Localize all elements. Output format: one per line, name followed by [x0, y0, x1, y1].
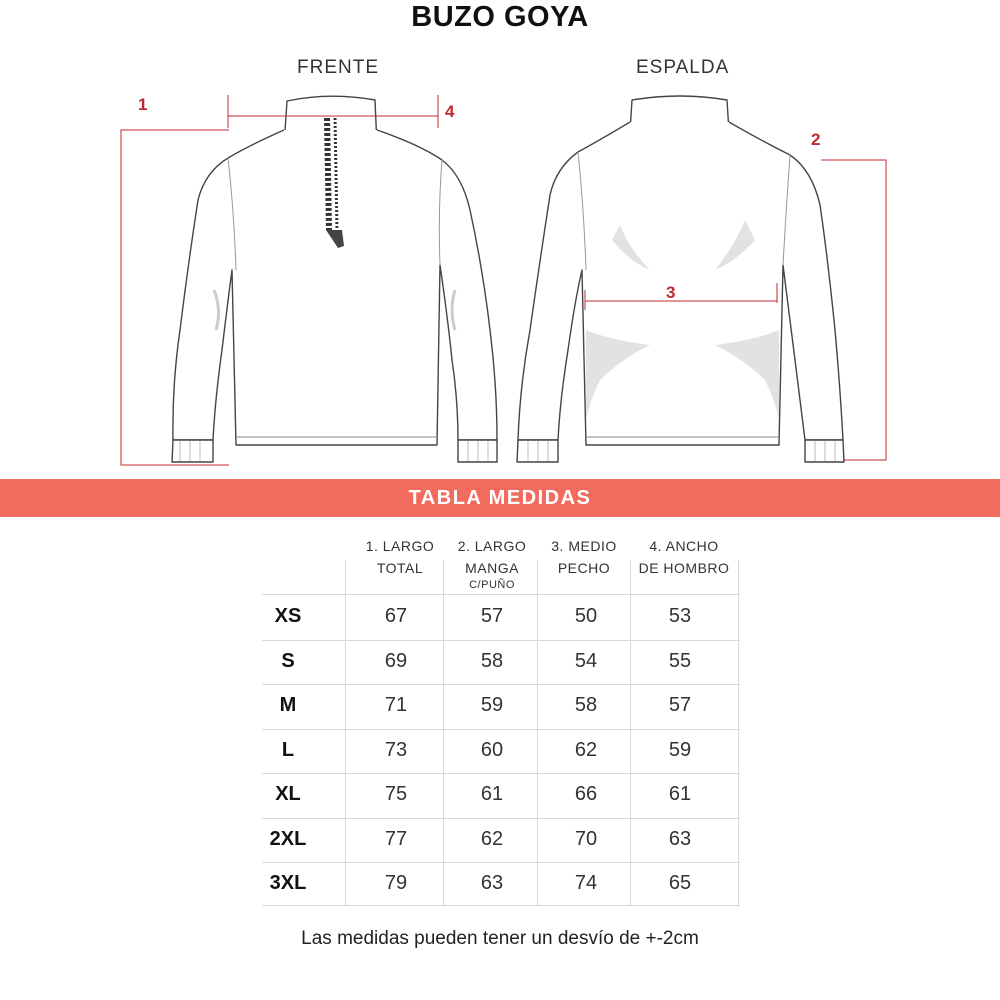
- size-label: 2XL: [269, 828, 307, 850]
- row-divider: [262, 594, 740, 595]
- size-label: S: [281, 650, 295, 672]
- value-cell: 63: [668, 828, 692, 850]
- marker-1: 1: [138, 95, 148, 114]
- row-divider: [262, 773, 740, 774]
- value-cell: 57: [480, 605, 504, 627]
- value-cell: 67: [384, 605, 408, 627]
- value-cell: 60: [480, 739, 504, 761]
- marker-3: 3: [666, 283, 676, 302]
- size-label: M: [279, 694, 297, 716]
- header-total-length: [355, 535, 445, 579]
- marker-4: 4: [445, 102, 455, 121]
- header-line: TOTAL: [376, 560, 424, 576]
- value-cell: 59: [480, 694, 504, 716]
- value-cell: 73: [384, 739, 408, 761]
- row-divider: [262, 818, 740, 819]
- value-cell: 57: [668, 694, 692, 716]
- size-label: XS: [274, 605, 302, 627]
- header-half-chest: [540, 535, 628, 579]
- back-left-cuff: [517, 440, 558, 462]
- value-cell: 71: [384, 694, 408, 716]
- front-right-cuff: [458, 440, 497, 462]
- value-cell: 74: [574, 872, 598, 894]
- value-cell: 70: [574, 828, 598, 850]
- size-label: L: [281, 739, 295, 761]
- back-view-label: ESPALDA: [636, 57, 730, 78]
- front-body: [173, 130, 497, 445]
- value-cell: 75: [384, 783, 408, 805]
- back-sweater: [517, 96, 844, 462]
- row-divider: [262, 905, 740, 906]
- page-title: BUZO GOYA: [411, 1, 589, 33]
- column-divider: [345, 560, 346, 905]
- row-divider: [262, 729, 740, 730]
- value-cell: 61: [480, 783, 504, 805]
- row-divider: [262, 684, 740, 685]
- value-cell: 79: [384, 872, 408, 894]
- header-line: MANGA: [465, 560, 519, 576]
- value-cell: 55: [668, 650, 692, 672]
- value-cell: 62: [574, 739, 598, 761]
- header-line: PECHO: [557, 560, 611, 576]
- header-shoulder-width: [632, 535, 736, 579]
- value-cell: 62: [480, 828, 504, 850]
- size-table-banner: TABLA MEDIDAS: [0, 479, 1000, 517]
- front-view-label: FRENTE: [297, 57, 379, 78]
- back-right-cuff: [805, 440, 844, 462]
- value-cell: 61: [668, 783, 692, 805]
- value-cell: 63: [480, 872, 504, 894]
- header-line: 4. ANCHO: [649, 538, 719, 554]
- column-divider: [738, 560, 739, 905]
- header-line: 1. LARGO: [365, 538, 435, 554]
- value-cell: 59: [668, 739, 692, 761]
- header-line: 2. LARGO: [457, 538, 527, 554]
- value-cell: 53: [668, 605, 692, 627]
- size-label: 3XL: [269, 872, 307, 894]
- value-cell: 58: [480, 650, 504, 672]
- back-body: [518, 122, 843, 445]
- size-label: XL: [275, 783, 301, 805]
- value-cell: 77: [384, 828, 408, 850]
- column-divider: [443, 560, 444, 905]
- header-line-small: C/PUÑO: [469, 579, 515, 591]
- value-cell: 65: [668, 872, 692, 894]
- tolerance-note: Las medidas pueden tener un desvío de +-2cm: [301, 928, 699, 949]
- header-sleeve-length: [446, 535, 538, 591]
- marker-2: 2: [811, 130, 821, 149]
- value-cell: 50: [574, 605, 598, 627]
- front-left-cuff: [172, 440, 213, 462]
- value-cell: 54: [574, 650, 598, 672]
- value-cell: 58: [574, 694, 598, 716]
- header-line: 3. MEDIO: [551, 538, 617, 554]
- row-divider: [262, 640, 740, 641]
- value-cell: 69: [384, 650, 408, 672]
- value-cell: 66: [574, 783, 598, 805]
- row-divider: [262, 862, 740, 863]
- garment-diagram: [0, 0, 1000, 470]
- header-line: DE HOMBRO: [638, 560, 730, 576]
